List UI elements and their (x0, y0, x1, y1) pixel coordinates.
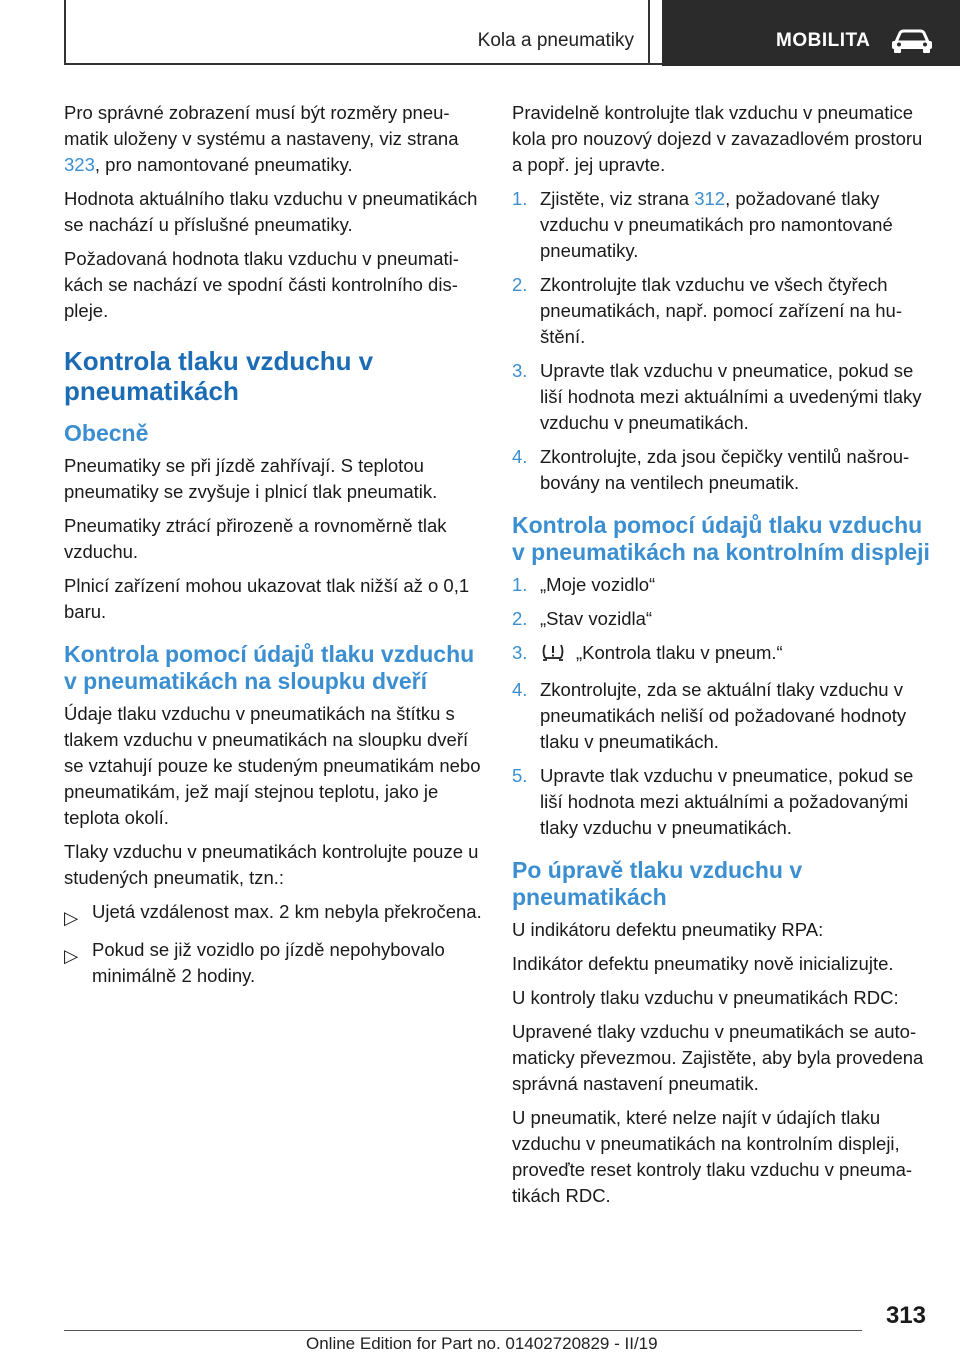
car-icon (888, 28, 936, 59)
step-item: 3. „Kontrola tlaku v pneum.“ (512, 640, 932, 669)
left-column (64, 100, 484, 1001)
step-number: 1. (512, 188, 528, 209)
header-rule-right (648, 0, 650, 64)
subsection-heading: Po úpravě tlaku vzduchu v pneumatikách (512, 857, 803, 910)
step-number: 4. (512, 446, 528, 467)
list-item: ▷ Pokud se již vozidlo po jízdě nepohybovalo minimálně 2 hodiny. (64, 939, 445, 986)
tire-pressure-warning-icon (540, 642, 566, 669)
page-link-323[interactable]: 323 (64, 154, 95, 175)
step-item: 4. Zkontrolujte, zda jsou čepičky ventilů našroubovány na ventilech pneumatik. (512, 446, 910, 493)
triangle-bullet-icon: ▷ (64, 945, 79, 966)
step-number: 2. (512, 274, 528, 295)
step-number: 3. (512, 642, 528, 663)
paragraph: Požadovaná hodnota tlaku vzduchu v pneumatikách se nachází ve spodní části kontrolního displeje. (64, 248, 459, 321)
paragraph: Pneumatiky se při jízdě zahřívají. S teplotou pneumatiky se zvyšuje i plnicí tlak pneumatik. (64, 455, 438, 502)
paragraph: Pneumatiky ztrácí přirozeně a rovnoměrně tlak vzduchu. (64, 515, 447, 562)
step-item: 5. Upravte tlak vzduchu v pneumatice, pokud se liší hodnota mezi aktuálními a požadovanými tlaky vzduchu v pneumatikách. (512, 765, 914, 838)
paragraph: Pravidelně kontrolujte tlak vzduchu v pneumatice kola pro nouzový dojezd v zavazadlovém prostoru a popř. jej upravte. (512, 102, 923, 175)
page-header (0, 0, 960, 66)
section-heading: Kontrola tlaku vzduchu v pneumatikách (64, 346, 374, 406)
step-number: 1. (512, 574, 528, 595)
page-number: 313 (885, 1302, 926, 1329)
paragraph: Hodnota aktuálního tlaku vzduchu v pneumatikách se nachází u příslušné pneumatiky. (64, 188, 478, 235)
step-item: 1. Zjistěte, viz strana 312, požadované tlaky vzduchu v pneumatikách pro namontované pneumatiky. (512, 188, 893, 261)
paragraph: U pneumatik, které nelze najít v údajích tlaku vzduchu v pneumatikách na kontrolním displeji, proveďte reset kontroly tlaku vzduchu v pneumatikách RDC. (512, 1107, 913, 1206)
footer-edition: Online Edition for Part no. 01402720829 - II/19 (306, 1334, 658, 1353)
paragraph: U kontroly tlaku vzduchu v pneumatikách RDC: (512, 987, 899, 1008)
page-link-312[interactable]: 312 (694, 188, 726, 209)
step-number: 2. (512, 608, 528, 629)
step-item: 3. Upravte tlak vzduchu v pneumatice, pokud se liší hodnota mezi aktuálními a uvedenými tlaky vzduchu v pneumatikách. (512, 360, 922, 433)
step-number: 5. (512, 765, 528, 786)
paragraph: Plnicí zařízení mohou ukazovat tlak nižší až o 0,1 baru. (64, 575, 470, 622)
right-column (512, 100, 932, 1217)
paragraph: Pro správné zobrazení musí být rozměry pneumatik uloženy v systému a nastaveny, viz strana 323, pro namontované pneumatiky. (64, 102, 459, 175)
step-number: 4. (512, 679, 528, 700)
paragraph: U indikátoru defektu pneumatiky RPA: (512, 919, 824, 940)
header-rule-left (64, 0, 66, 64)
subsection-heading: Obecně (64, 420, 149, 446)
header-rule-bottom (64, 63, 662, 65)
header-chapter-tab (662, 0, 960, 66)
list-item: ▷ Ujetá vzdálenost max. 2 km nebyla překročena. (64, 899, 484, 925)
step-item: 4. Zkontrolujte, zda se aktuální tlaky vzduchu v pneumatikách neliší od požadované hodnoty tlaku v pneumatikách. (512, 679, 907, 752)
step-number: 3. (512, 360, 528, 381)
triangle-bullet-icon: ▷ (64, 907, 79, 928)
step-item: 1. „Moje vozidlo“ (512, 572, 932, 598)
paragraph: Tlaky vzduchu v pneumatikách kontrolujte pouze u studených pneumatik, tzn.: (64, 841, 479, 888)
paragraph: Indikátor defektu pneumatiky nově inicializujte. (512, 953, 894, 974)
paragraph: Údaje tlaku vzduchu v pneumatikách na štítku s tlakem vzduchu v pneumatikách na sloupku dveří se vztahují pouze ke studeným pneumatikám nebo pneumatikám, jež mají stejnou teplotu, jako je teplota okolí. (64, 703, 481, 828)
header-section-title: Kola a pneumatiky (477, 30, 634, 51)
subsection-heading: Kontrola pomocí údajů tlaku vzduchu v pneumatikách na sloupku dveří (64, 641, 475, 694)
header-chapter-label: MOBILITA (776, 30, 871, 51)
step-item: 2. Zkontrolujte tlak vzduchu ve všech čtyřech pneumatikách, např. pomocí zařízení na huštění. (512, 274, 902, 347)
footer-rule (64, 1330, 862, 1331)
subsection-heading: Kontrola pomocí údajů tlaku vzduchu v pneumatikách na kontrolním displeji (512, 512, 930, 565)
paragraph: Upravené tlaky vzduchu v pneumatikách se automaticky převezmou. Zajistěte, aby byla provedena správná nastavení pneumatik. (512, 1021, 924, 1094)
step-item: 2. „Stav vozidla“ (512, 606, 932, 632)
